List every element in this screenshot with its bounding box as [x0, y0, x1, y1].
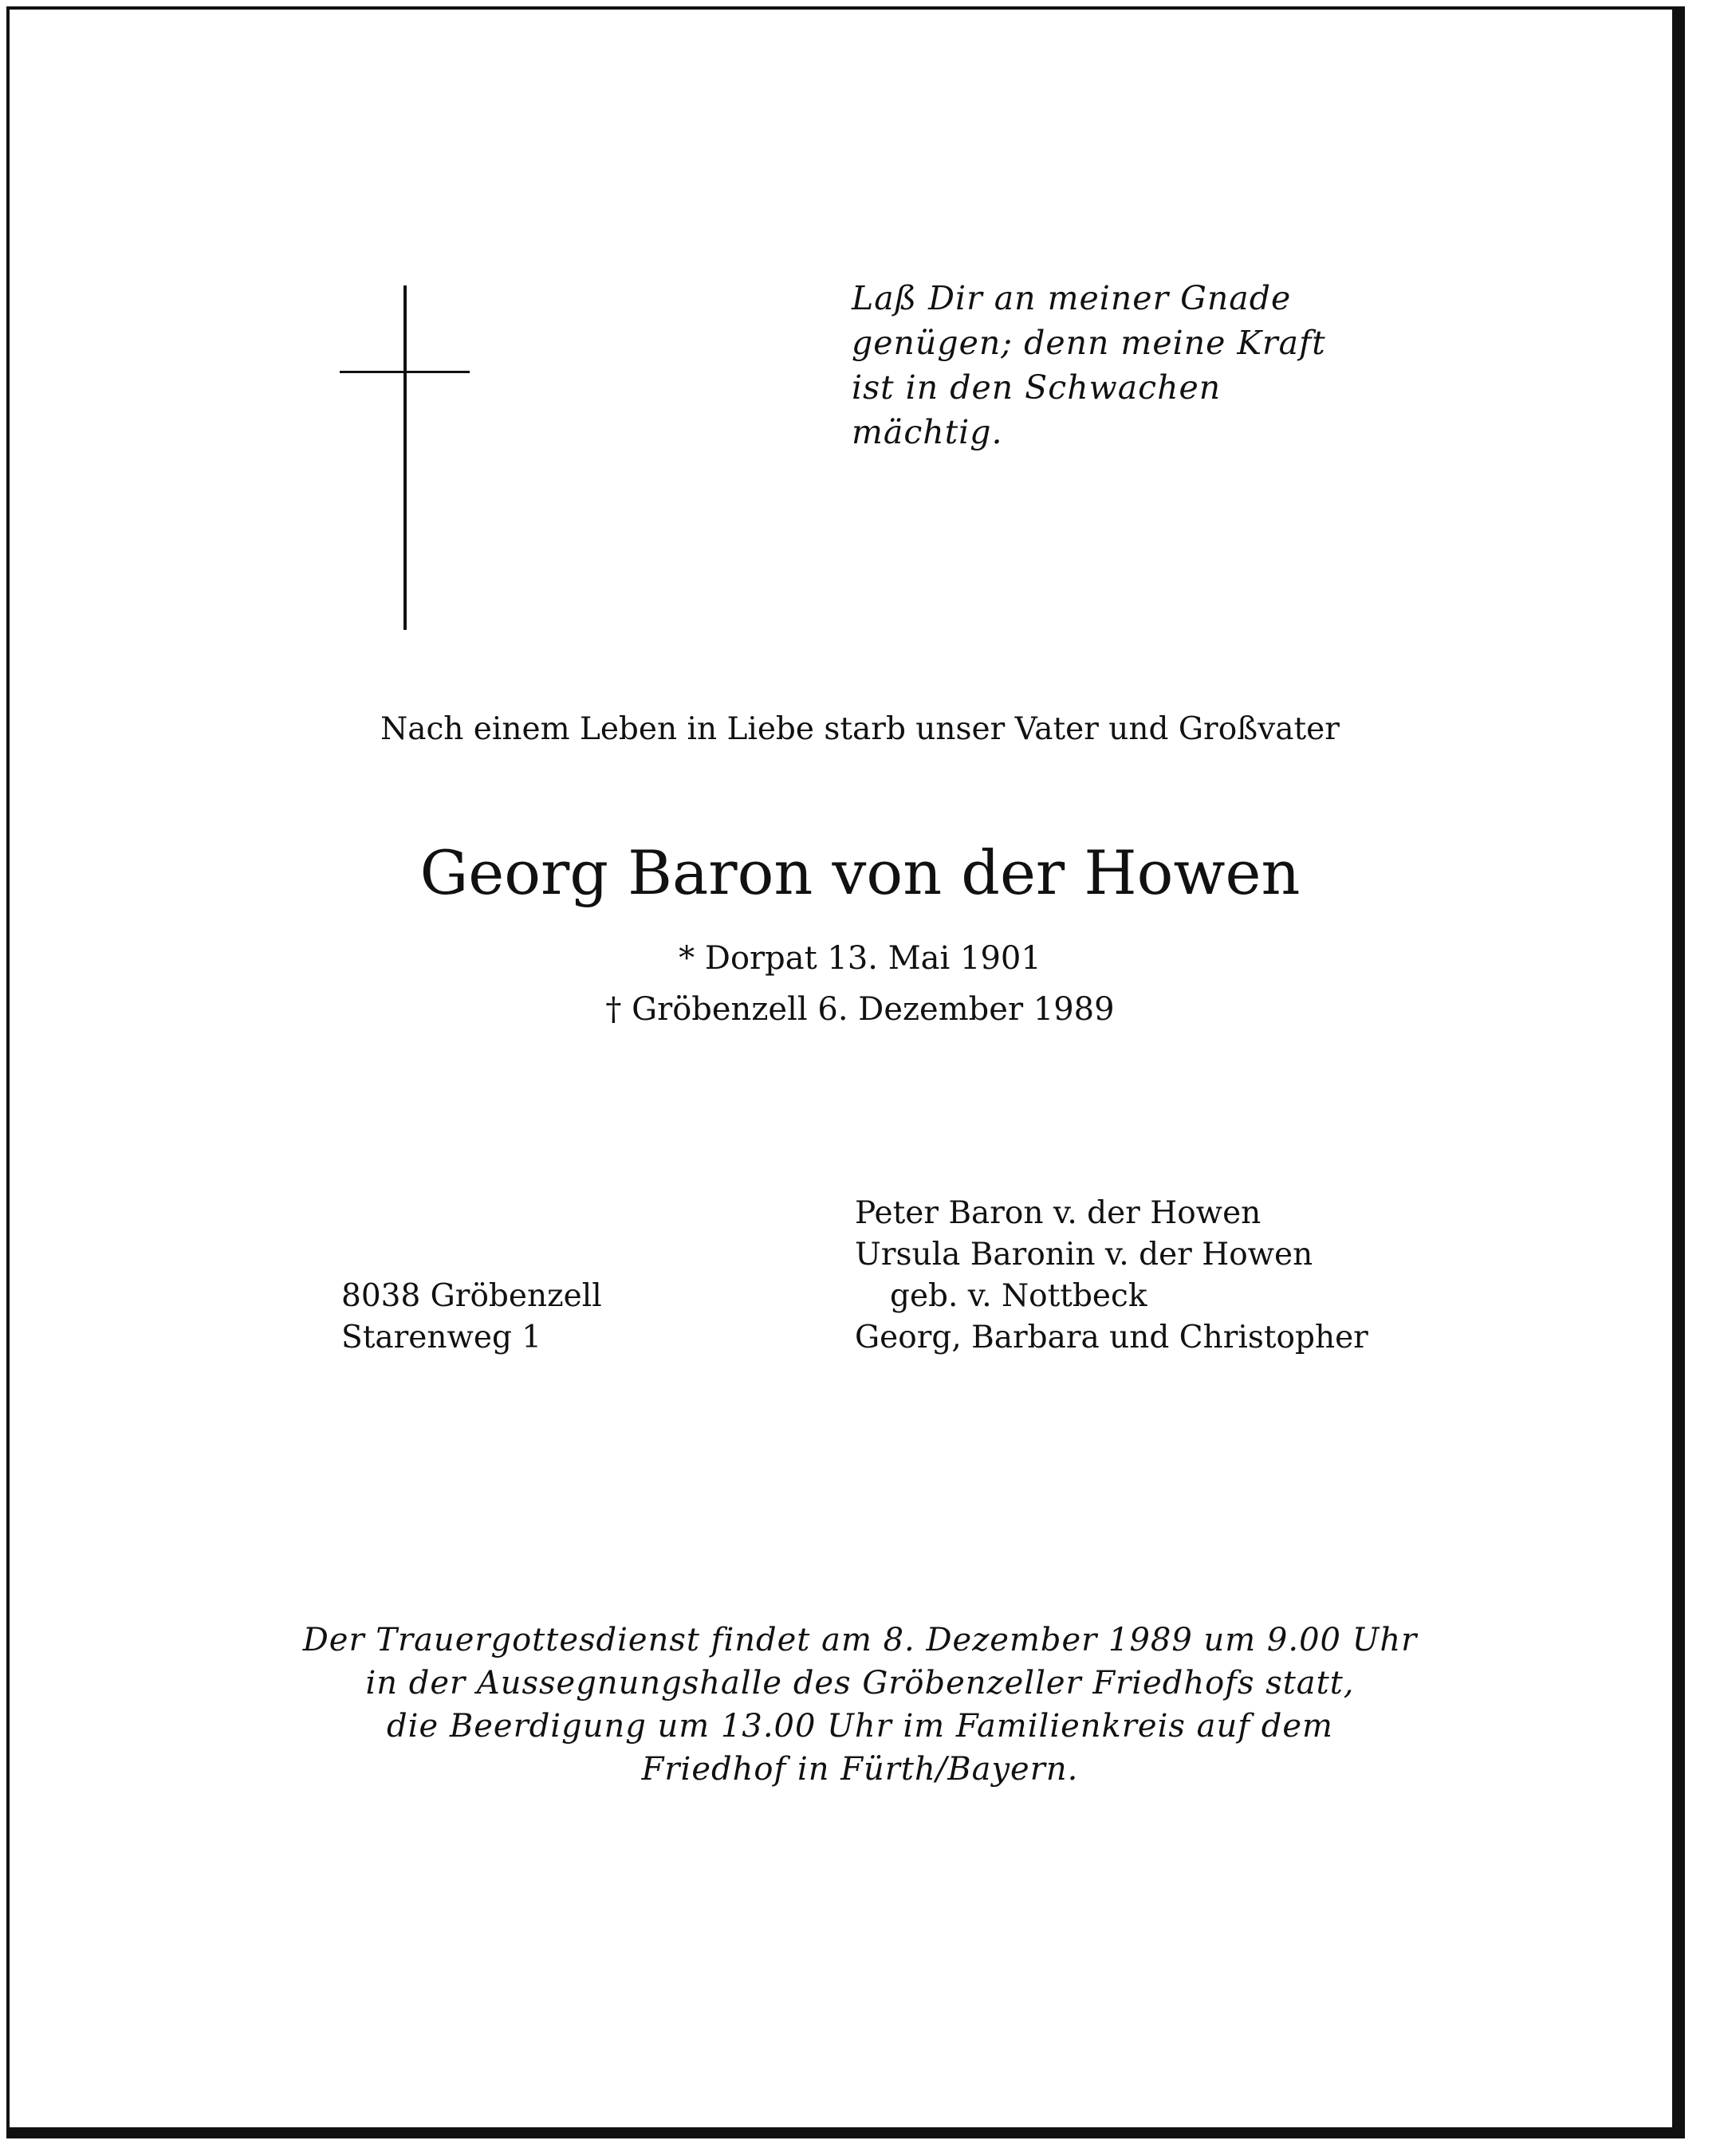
intro-text: Nach einem Leben in Liebe starb unser Vater und Großvater	[380, 711, 1340, 747]
service-line: Friedhof in Fürth/Bayern.	[641, 1751, 1079, 1788]
address-line: 8038 Gröbenzell	[341, 1278, 602, 1314]
family-member: Peter Baron v. der Howen	[855, 1195, 1261, 1231]
verse-line: genügen; denn meine Kraft	[852, 324, 1326, 362]
obituary-card	[6, 6, 1685, 2138]
service-line: Der Trauergottesdienst findet am 8. Dezember 1989 um 9.00 Uhr	[302, 1622, 1418, 1658]
cross-icon-crossbar	[340, 371, 470, 373]
death-date: † Gröbenzell 6. Dezember 1989	[605, 991, 1115, 1028]
family-member: Ursula Baronin v. der Howen	[855, 1237, 1313, 1273]
verse-line: ist in den Schwachen	[852, 368, 1222, 407]
funeral-service-info	[0, 1619, 1720, 1791]
service-line: in der Aussegnungshalle des Gröbenzeller Friedhofs statt,	[365, 1665, 1355, 1702]
life-dates	[0, 933, 1720, 1035]
address-line: Starenweg 1	[341, 1320, 542, 1355]
birth-date: * Dorpat 13. Mai 1901	[679, 940, 1041, 977]
family-signatories	[855, 1193, 1368, 1359]
address-block	[341, 1276, 602, 1359]
family-member: Georg, Barbara und Christopher	[855, 1320, 1368, 1355]
bible-verse	[852, 276, 1326, 454]
family-member-note: geb. v. Nottbeck	[890, 1278, 1147, 1314]
cross-icon	[403, 285, 407, 630]
deceased-name: Georg Baron von der Howen	[419, 837, 1301, 908]
verse-line: Laß Dir an meiner Gnade	[852, 279, 1292, 317]
verse-line: mächtig.	[852, 413, 1003, 451]
service-line: die Beerdigung um 13.00 Uhr im Familienkreis auf dem	[387, 1708, 1333, 1745]
